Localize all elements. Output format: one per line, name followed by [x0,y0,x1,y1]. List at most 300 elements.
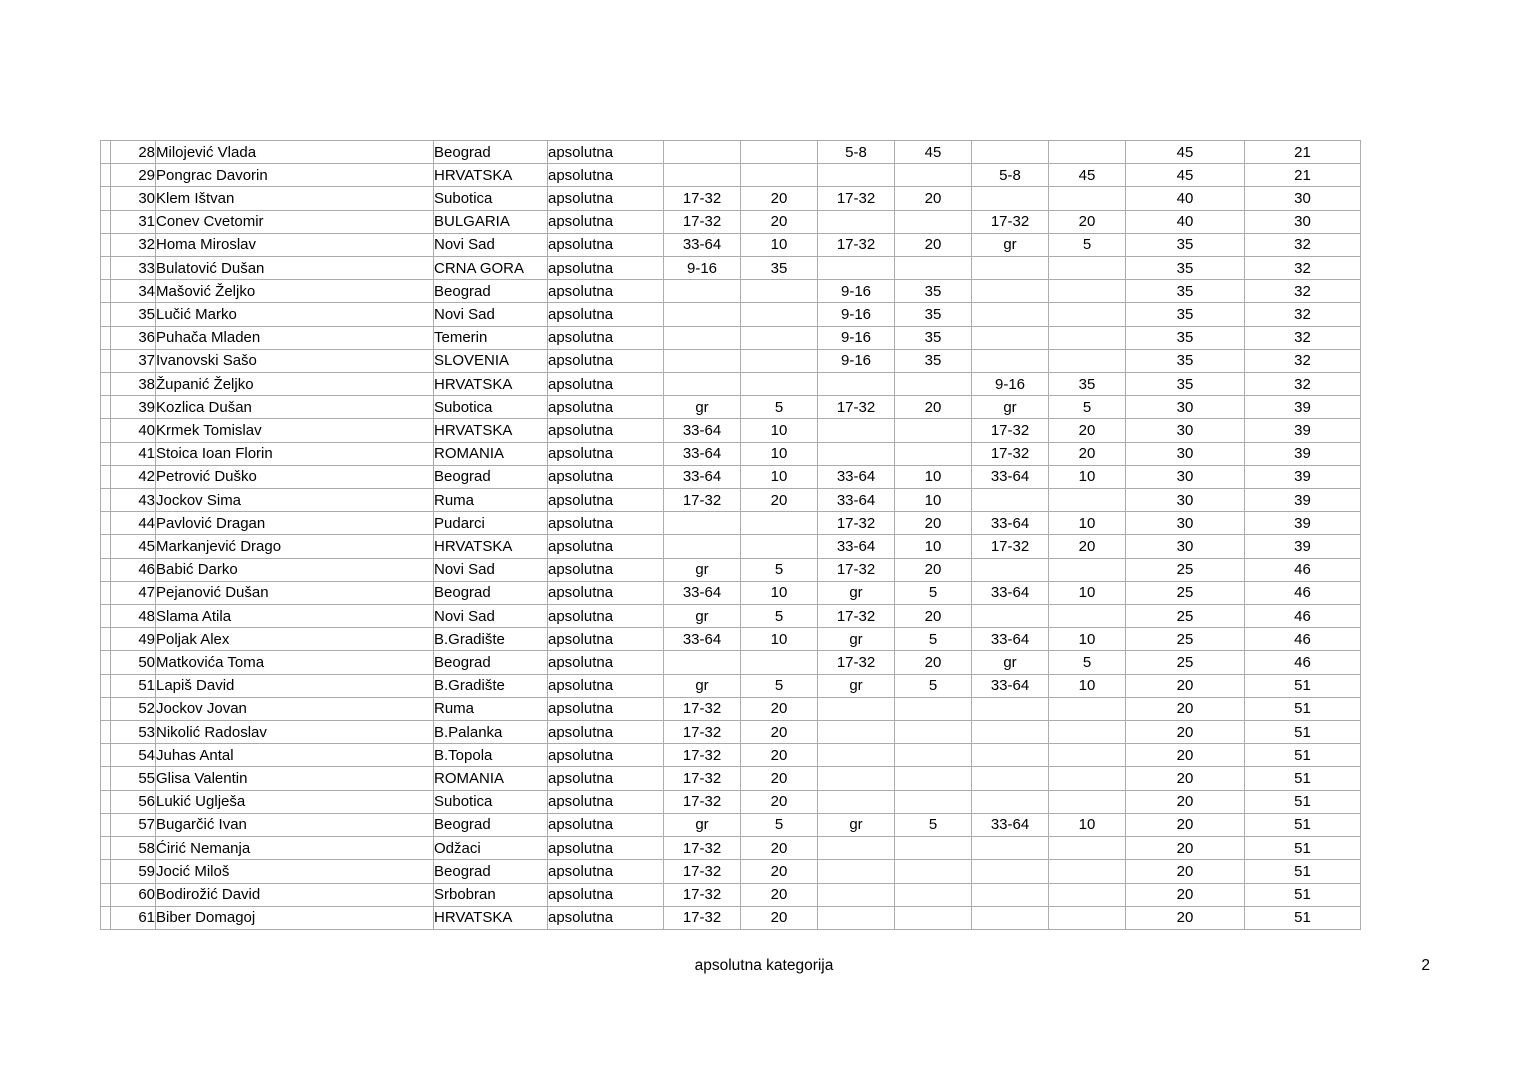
table-row [101,512,1361,535]
cell-no: 30 [111,187,156,210]
cell-total-points: 20 [1126,744,1245,767]
cell-city: Ruma [434,489,548,512]
cell-r3-place [972,558,1049,581]
cell-r3-points [1049,187,1126,210]
cell-left-margin [101,187,111,210]
cell-r3-points [1049,141,1126,164]
table-row [101,233,1361,256]
cell-r2-place [818,767,895,790]
cell-rank: 51 [1245,837,1361,860]
cell-r2-place [818,744,895,767]
cell-r2-points: 5 [895,628,972,651]
cell-name: Lukić Uglješa [156,790,434,813]
table-row [101,721,1361,744]
cell-city: Subotica [434,790,548,813]
cell-left-margin [101,419,111,442]
cell-r2-place [818,790,895,813]
cell-r1-points [741,164,818,187]
cell-r3-place: 17-32 [972,419,1049,442]
cell-category: apsolutna [548,813,664,836]
cell-left-margin [101,860,111,883]
cell-r3-points: 10 [1049,628,1126,651]
cell-category: apsolutna [548,419,664,442]
cell-r3-place [972,721,1049,744]
cell-name: Lučić Marko [156,303,434,326]
cell-r2-place [818,883,895,906]
cell-left-margin [101,164,111,187]
cell-city: Beograd [434,141,548,164]
cell-r1-points: 10 [741,419,818,442]
cell-total-points: 40 [1126,187,1245,210]
cell-city: Beograd [434,651,548,674]
cell-left-margin [101,906,111,929]
cell-rank: 39 [1245,396,1361,419]
cell-left-margin [101,581,111,604]
cell-no: 41 [111,442,156,465]
cell-r3-points [1049,906,1126,929]
cell-r3-points [1049,721,1126,744]
table-row [101,744,1361,767]
cell-name: Markanjević Drago [156,535,434,558]
cell-r1-place [664,303,741,326]
cell-r2-points: 20 [895,396,972,419]
cell-r3-points [1049,767,1126,790]
cell-r3-place: 17-32 [972,442,1049,465]
cell-r2-place: 9-16 [818,326,895,349]
cell-total-points: 35 [1126,326,1245,349]
cell-name: Lapiš David [156,674,434,697]
cell-no: 48 [111,605,156,628]
table-row [101,303,1361,326]
cell-no: 28 [111,141,156,164]
cell-r3-place: 33-64 [972,465,1049,488]
cell-r3-points: 10 [1049,674,1126,697]
cell-r1-place: 17-32 [664,767,741,790]
cell-r1-points [741,512,818,535]
cell-category: apsolutna [548,651,664,674]
cell-total-points: 20 [1126,906,1245,929]
cell-category: apsolutna [548,906,664,929]
cell-r1-points [741,303,818,326]
cell-r2-place [818,257,895,280]
table-row [101,257,1361,280]
cell-category: apsolutna [548,257,664,280]
cell-r1-place: 17-32 [664,697,741,720]
cell-name: Poljak Alex [156,628,434,651]
table-row [101,767,1361,790]
cell-no: 61 [111,906,156,929]
cell-r3-points [1049,837,1126,860]
cell-r2-place [818,906,895,929]
cell-category: apsolutna [548,744,664,767]
cell-total-points: 30 [1126,465,1245,488]
cell-r3-points [1049,697,1126,720]
cell-city: BULGARIA [434,210,548,233]
cell-r1-place: 33-64 [664,581,741,604]
cell-category: apsolutna [548,187,664,210]
cell-category: apsolutna [548,790,664,813]
cell-r2-points [895,721,972,744]
cell-total-points: 20 [1126,697,1245,720]
cell-category: apsolutna [548,349,664,372]
cell-r3-place [972,280,1049,303]
cell-r2-points: 10 [895,465,972,488]
cell-r3-points [1049,558,1126,581]
cell-total-points: 25 [1126,605,1245,628]
cell-r1-place: 17-32 [664,187,741,210]
cell-total-points: 35 [1126,257,1245,280]
table-row [101,790,1361,813]
cell-category: apsolutna [548,767,664,790]
cell-no: 60 [111,883,156,906]
cell-total-points: 45 [1126,141,1245,164]
cell-r3-place [972,141,1049,164]
cell-r1-points: 20 [741,744,818,767]
cell-name: Puhača Mladen [156,326,434,349]
cell-r3-place: gr [972,233,1049,256]
cell-category: apsolutna [548,697,664,720]
cell-left-margin [101,605,111,628]
cell-no: 45 [111,535,156,558]
cell-r2-place: gr [818,813,895,836]
cell-category: apsolutna [548,465,664,488]
cell-city: Beograd [434,813,548,836]
cell-r2-place: gr [818,581,895,604]
cell-r2-place: 9-16 [818,280,895,303]
cell-rank: 46 [1245,558,1361,581]
cell-total-points: 25 [1126,581,1245,604]
table-row [101,558,1361,581]
cell-r3-place [972,326,1049,349]
cell-r3-points [1049,326,1126,349]
cell-name: Petrović Duško [156,465,434,488]
cell-r1-place: 17-32 [664,837,741,860]
cell-r2-place: gr [818,628,895,651]
cell-name: Biber Domagoj [156,906,434,929]
cell-r1-points: 5 [741,558,818,581]
cell-city: Novi Sad [434,605,548,628]
cell-r2-points: 35 [895,280,972,303]
cell-r2-place [818,419,895,442]
cell-r1-points [741,326,818,349]
cell-no: 40 [111,419,156,442]
cell-no: 58 [111,837,156,860]
cell-total-points: 35 [1126,349,1245,372]
cell-r2-points: 10 [895,535,972,558]
cell-r3-place [972,303,1049,326]
cell-total-points: 30 [1126,442,1245,465]
cell-city: B.Gradište [434,674,548,697]
cell-category: apsolutna [548,164,664,187]
cell-total-points: 30 [1126,512,1245,535]
cell-left-margin [101,721,111,744]
cell-r2-points: 20 [895,558,972,581]
cell-city: ROMANIA [434,442,548,465]
cell-r1-points: 10 [741,233,818,256]
cell-left-margin [101,489,111,512]
cell-r2-points: 35 [895,349,972,372]
cell-total-points: 25 [1126,558,1245,581]
cell-r2-place: 17-32 [818,187,895,210]
cell-rank: 32 [1245,373,1361,396]
cell-r3-points: 10 [1049,813,1126,836]
cell-r2-points: 5 [895,674,972,697]
cell-r1-points: 20 [741,883,818,906]
cell-left-margin [101,628,111,651]
cell-r2-place: 17-32 [818,396,895,419]
cell-r1-points: 20 [741,187,818,210]
cell-category: apsolutna [548,860,664,883]
cell-r3-points: 5 [1049,651,1126,674]
cell-r1-place: 17-32 [664,790,741,813]
cell-total-points: 30 [1126,396,1245,419]
cell-name: Juhas Antal [156,744,434,767]
cell-total-points: 20 [1126,860,1245,883]
cell-city: CRNA GORA [434,257,548,280]
cell-r2-points: 20 [895,233,972,256]
cell-category: apsolutna [548,442,664,465]
cell-r3-place [972,767,1049,790]
table-row [101,535,1361,558]
cell-category: apsolutna [548,489,664,512]
cell-name: Matkovića Toma [156,651,434,674]
cell-rank: 39 [1245,512,1361,535]
cell-r1-points [741,373,818,396]
cell-rank: 32 [1245,280,1361,303]
cell-r3-points: 45 [1049,164,1126,187]
cell-r1-points: 5 [741,605,818,628]
cell-r1-place: 33-64 [664,442,741,465]
table-row [101,141,1361,164]
cell-rank: 39 [1245,465,1361,488]
cell-rank: 39 [1245,419,1361,442]
cell-r3-place: 9-16 [972,373,1049,396]
cell-r2-points: 20 [895,512,972,535]
cell-r2-points [895,373,972,396]
cell-r1-points: 10 [741,628,818,651]
cell-rank: 46 [1245,605,1361,628]
cell-name: Županić Željko [156,373,434,396]
cell-name: Bodirožić David [156,883,434,906]
cell-r2-place [818,860,895,883]
cell-r1-place [664,512,741,535]
cell-left-margin [101,210,111,233]
cell-r3-place [972,883,1049,906]
cell-r3-place [972,860,1049,883]
cell-r1-place [664,164,741,187]
cell-city: Subotica [434,187,548,210]
cell-left-margin [101,674,111,697]
cell-r1-points: 20 [741,489,818,512]
cell-rank: 51 [1245,813,1361,836]
table-row [101,581,1361,604]
cell-r3-points [1049,349,1126,372]
cell-r2-points [895,164,972,187]
cell-no: 42 [111,465,156,488]
cell-r2-points: 20 [895,605,972,628]
cell-left-margin [101,744,111,767]
cell-name: Kozlica Dušan [156,396,434,419]
cell-city: HRVATSKA [434,164,548,187]
cell-r1-points: 20 [741,790,818,813]
cell-no: 46 [111,558,156,581]
cell-r3-points [1049,790,1126,813]
cell-r3-points [1049,744,1126,767]
cell-r2-place: 9-16 [818,349,895,372]
cell-r2-points: 5 [895,581,972,604]
cell-rank: 21 [1245,164,1361,187]
cell-name: Jockov Jovan [156,697,434,720]
table-row [101,465,1361,488]
cell-r3-points: 20 [1049,419,1126,442]
table-row [101,860,1361,883]
cell-r2-place: 17-32 [818,605,895,628]
cell-total-points: 35 [1126,233,1245,256]
cell-rank: 32 [1245,233,1361,256]
cell-name: Mašović Željko [156,280,434,303]
cell-r3-place [972,489,1049,512]
cell-r3-place [972,906,1049,929]
cell-r1-place [664,326,741,349]
cell-category: apsolutna [548,581,664,604]
cell-no: 50 [111,651,156,674]
cell-category: apsolutna [548,396,664,419]
cell-left-margin [101,790,111,813]
cell-r2-place: 33-64 [818,535,895,558]
table-row [101,164,1361,187]
cell-rank: 46 [1245,651,1361,674]
cell-rank: 32 [1245,303,1361,326]
cell-no: 54 [111,744,156,767]
cell-r1-place: 17-32 [664,906,741,929]
cell-r3-points: 20 [1049,535,1126,558]
cell-r1-place: 17-32 [664,210,741,233]
cell-r2-points [895,419,972,442]
cell-r2-place [818,164,895,187]
cell-category: apsolutna [548,535,664,558]
cell-r1-place: 33-64 [664,628,741,651]
cell-r3-points: 20 [1049,442,1126,465]
cell-r3-points: 5 [1049,233,1126,256]
cell-r2-place: 17-32 [818,651,895,674]
cell-name: Pavlović Dragan [156,512,434,535]
cell-r3-place: 33-64 [972,813,1049,836]
cell-rank: 39 [1245,489,1361,512]
cell-total-points: 30 [1126,535,1245,558]
cell-category: apsolutna [548,721,664,744]
cell-city: Pudarci [434,512,548,535]
cell-city: Beograd [434,860,548,883]
cell-left-margin [101,396,111,419]
cell-r2-place: 17-32 [818,233,895,256]
cell-category: apsolutna [548,605,664,628]
table-row [101,906,1361,929]
cell-r1-points [741,141,818,164]
cell-r1-place [664,141,741,164]
cell-r1-points [741,651,818,674]
cell-r2-place [818,721,895,744]
cell-name: Milojević Vlada [156,141,434,164]
cell-left-margin [101,326,111,349]
cell-r2-points [895,790,972,813]
cell-rank: 51 [1245,883,1361,906]
cell-category: apsolutna [548,303,664,326]
cell-city: Temerin [434,326,548,349]
cell-r2-points [895,697,972,720]
cell-r2-place: 17-32 [818,512,895,535]
cell-total-points: 40 [1126,210,1245,233]
cell-left-margin [101,465,111,488]
cell-left-margin [101,512,111,535]
cell-total-points: 20 [1126,790,1245,813]
cell-total-points: 30 [1126,419,1245,442]
table-row [101,326,1361,349]
cell-r3-place: gr [972,651,1049,674]
cell-r2-points: 20 [895,651,972,674]
table-row [101,605,1361,628]
cell-r3-place [972,697,1049,720]
cell-no: 57 [111,813,156,836]
cell-left-margin [101,257,111,280]
table-row [101,489,1361,512]
cell-city: SLOVENIA [434,349,548,372]
cell-r3-points [1049,489,1126,512]
cell-r1-points: 5 [741,396,818,419]
cell-r3-points: 5 [1049,396,1126,419]
cell-total-points: 20 [1126,813,1245,836]
cell-city: B.Topola [434,744,548,767]
cell-r2-points: 45 [895,141,972,164]
cell-no: 49 [111,628,156,651]
cell-r3-points: 35 [1049,373,1126,396]
cell-r2-points [895,906,972,929]
cell-r3-place: gr [972,396,1049,419]
cell-no: 47 [111,581,156,604]
cell-r2-place: 9-16 [818,303,895,326]
cell-r1-place: 17-32 [664,883,741,906]
cell-rank: 39 [1245,535,1361,558]
cell-category: apsolutna [548,373,664,396]
footer-page-number: 2 [1421,957,1430,974]
cell-r1-place: 33-64 [664,233,741,256]
cell-left-margin [101,349,111,372]
cell-name: Ćirić Nemanja [156,837,434,860]
cell-no: 38 [111,373,156,396]
cell-total-points: 20 [1126,767,1245,790]
cell-no: 53 [111,721,156,744]
cell-city: Subotica [434,396,548,419]
cell-name: Homa Miroslav [156,233,434,256]
cell-r3-place: 33-64 [972,512,1049,535]
cell-no: 43 [111,489,156,512]
cell-city: B.Gradište [434,628,548,651]
cell-name: Pongrac Davorin [156,164,434,187]
cell-name: Stoica Ioan Florin [156,442,434,465]
cell-left-margin [101,697,111,720]
cell-r3-place [972,349,1049,372]
cell-r1-points: 20 [741,767,818,790]
cell-name: Conev Cvetomir [156,210,434,233]
cell-r1-place: 17-32 [664,721,741,744]
cell-left-margin [101,373,111,396]
table-row [101,442,1361,465]
cell-r1-points: 10 [741,465,818,488]
cell-rank: 51 [1245,744,1361,767]
cell-total-points: 25 [1126,628,1245,651]
cell-r1-place: 17-32 [664,860,741,883]
cell-left-margin [101,651,111,674]
cell-city: HRVATSKA [434,535,548,558]
